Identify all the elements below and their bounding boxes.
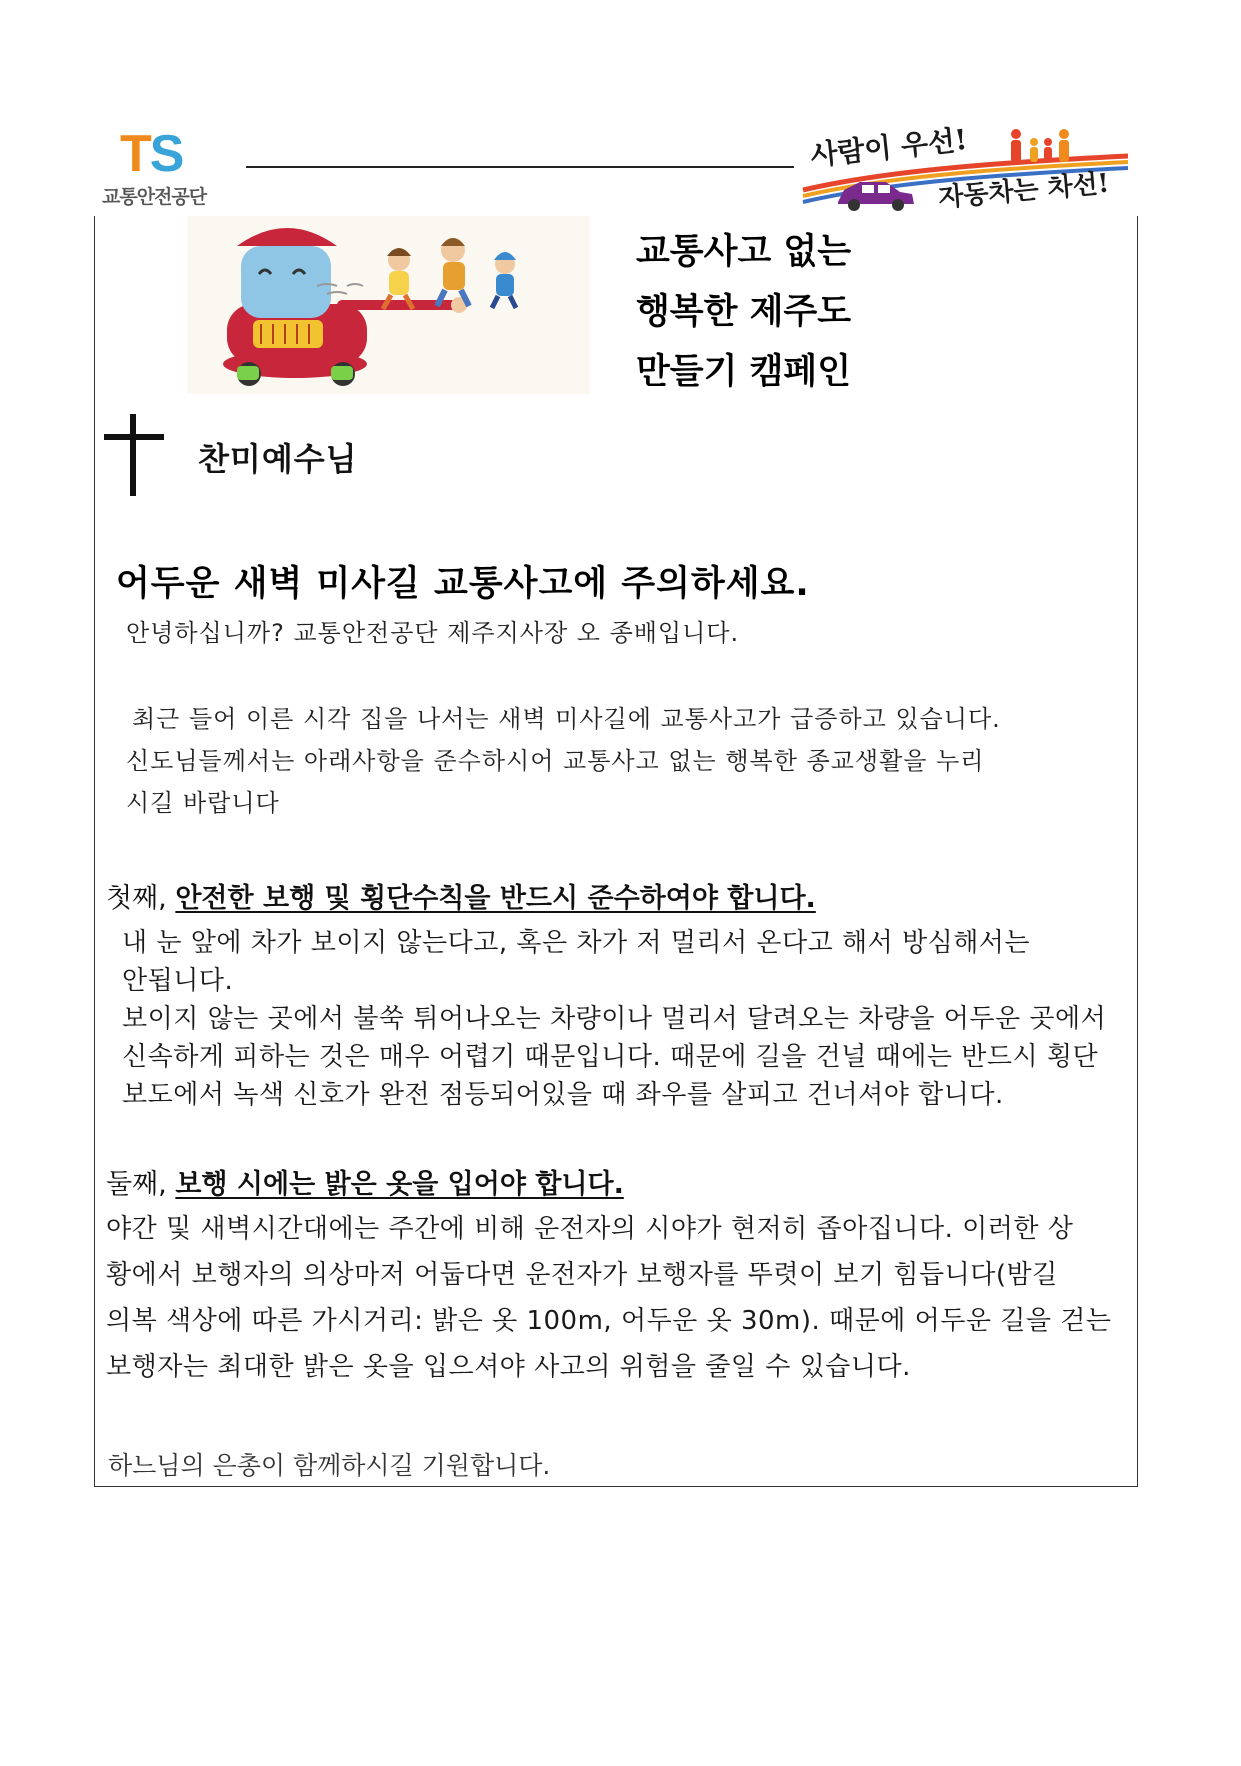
closing-text: 하느님의 은총이 함께하시길 기원합니다. [108,1451,551,1480]
intro-line-3: 시길 바랍니다 [126,789,280,817]
section2-line-4: 보행자는 최대한 밝은 옷을 입으셔야 사고의 위험을 줄일 수 있습니다. [106,1352,911,1382]
section2-title [106,1162,624,1201]
slogan-line-1: 사람이 우선! [808,122,969,173]
section1-line-2: 안됩니다. [122,966,234,996]
section1-prefix: 첫째, [106,883,167,914]
people-icon [1011,129,1069,162]
logo-mark: TS [120,125,183,183]
section2-heading: 보행 시에는 밝은 옷을 입어야 합니다. [175,1169,624,1200]
intro-line-1: 최근 들어 이른 시각 집을 나서는 새벽 미사길에 교통사고가 급증하고 있습니다. [132,705,1001,733]
section1-line-3: 보이지 않는 곳에서 불쑥 튀어나오는 차량이나 멀리서 달려오는 차량을 어두운 곳에서 [122,1004,1107,1034]
intro-line-2: 신도님들께서는 아래사항을 준수하시어 교통사고 없는 행복한 종교생활을 누리 [126,747,985,775]
section2-line-1: 야간 및 새벽시간대에는 주간에 비해 운전자의 시야가 현저히 좁아집니다. 이러한 상 [106,1214,1074,1244]
main-heading: 어두운 새벽 미사길 교통사고에 주의하세요. [116,564,810,604]
ts-logo [102,125,242,208]
logo-subtitle: 교통안전공단 [102,186,207,208]
greeting: 안녕하십니까? 교통안전공단 제주지사장 오 종배입니다. [126,619,740,647]
campaign-title-line-1: 교통사고 없는 [636,232,852,272]
slogan [798,118,1143,218]
campaign-title-line-3: 만들기 캠페인 [636,352,852,392]
section1-line-1: 내 눈 앞에 차가 보이지 않는다고, 혹은 차가 저 멀리서 온다고 해서 방심해서는 [122,928,1031,958]
header-divider [246,166,794,168]
campaign-illustration [187,216,590,394]
section1-line-4: 신속하게 피하는 것은 매우 어렵기 때문입니다. 때문에 길을 건널 때에는 반드시 횡단 [122,1042,1099,1072]
section1-line-5: 보도에서 녹색 신호가 완전 점등되어있을 때 좌우를 살피고 건너셔야 합니다. [122,1080,1004,1110]
campaign-title [636,222,851,402]
campaign-title-line-2: 행복한 제주도 [636,292,852,332]
cross-icon [104,414,168,496]
section1-heading: 안전한 보행 및 횡단수칙을 반드시 준수하여야 합니다. [175,883,816,914]
slogan-line-2: 자동차는 차선! [937,168,1111,214]
section2-prefix: 둘째, [106,1169,167,1200]
section1-title [106,876,816,915]
section2-line-2: 황에서 보행자의 의상마저 어둡다면 운전자가 보행자를 뚜렷이 보기 힘듭니다(밤길 [106,1260,1058,1290]
praise-text: 찬미예수님 [198,440,358,478]
section2-line-3: 의복 색상에 따른 가시거리: 밝은 옷 100m, 어두운 옷 30m). 때문에 어두운 길을 걷는 [106,1306,1112,1336]
